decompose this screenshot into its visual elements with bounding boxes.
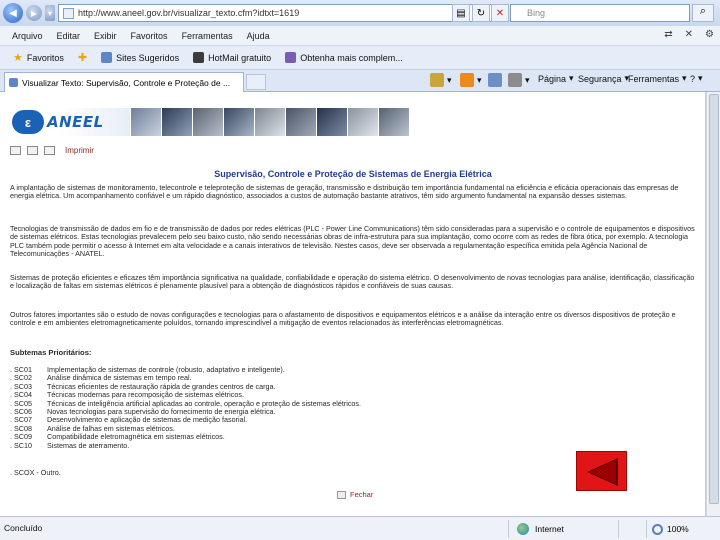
add-favorite-icon[interactable] — [73, 51, 92, 64]
forward-nav-icon[interactable]: ▶ — [26, 5, 42, 21]
banner-photo — [286, 108, 316, 136]
subtopic-text: Desenvolvimento e aplicação de sistemas de medição fasorial. — [47, 415, 248, 425]
print-button[interactable]: ▾ — [508, 73, 530, 87]
favorite-item-label: HotMail gratuito — [208, 52, 272, 63]
new-tab-button[interactable] — [246, 74, 266, 90]
home-icon — [430, 73, 444, 87]
feeds-button[interactable]: ▾ — [460, 73, 482, 87]
zoom-label: 100% — [667, 524, 689, 534]
banner-photo — [379, 108, 409, 136]
paragraph: Outros fatores importantes são o estudo de novas configurações e tecnologias para o afastamento de dispositivos e equipamentos elétricos e a análise da interação entre os diversos dispositivos de proteção e controle e em ambientes eletromagneticamente poluídos, tornando imprescindível a mitigação de eventos relacionados às interferências eletromagnéticas. — [10, 310, 676, 328]
subtopic-code: . SC06 — [10, 407, 32, 417]
banner-photo — [255, 108, 285, 136]
left-triangle-icon — [577, 452, 628, 492]
menu-file[interactable]: Arquivo — [12, 30, 43, 41]
subtopic-text: Técnicas eficientes de restauração rápida de grandes centros de carga. — [47, 381, 276, 391]
tools-menu[interactable]: Ferramentas ▾ — [628, 73, 687, 84]
banner-photo — [131, 108, 161, 136]
subtopic-code: . SC09 — [10, 432, 32, 442]
favorites-bar — [0, 46, 720, 70]
printer-icon[interactable] — [44, 146, 55, 155]
list-item — [10, 442, 361, 450]
tab-active[interactable] — [4, 72, 244, 92]
translate-icon[interactable]: ⇄ — [664, 29, 673, 40]
banner-photo — [348, 108, 378, 136]
url-text: http://www.aneel.gov.br/visualizar_texto.cfm?idtxt=1619 — [78, 8, 300, 18]
star-icon: ★ — [13, 52, 23, 64]
address-bar-row — [0, 0, 720, 26]
favorite-item-sites[interactable] — [96, 52, 184, 63]
help-icon: ? — [690, 73, 696, 84]
subtopics-heading: Subtemas Prioritários: — [10, 348, 92, 357]
tools-menu-label: Ferramentas — [628, 73, 680, 84]
menu-right-icons — [664, 29, 714, 40]
menu-view[interactable]: Exibir — [94, 30, 117, 41]
subtopic-text: Novas tecnologias para supervisão do fornecimento de energia elétrica. — [47, 407, 276, 417]
rss-icon — [460, 73, 474, 87]
close-toolbar-icon[interactable]: ✕ — [684, 29, 694, 40]
menu-favorites[interactable]: Favoritos — [130, 30, 168, 41]
page-content — [0, 92, 706, 516]
paragraph: A implantação de sistemas de monitoramento, telecontrole e teleproteção de sistemas de geração, transmissão e distribuição tem importância fundamental na eficiência e eficácia operacionais das empresas de energia elétrica. Um acompanhamento confiável e um rápido diagnóstico, associados a custos de automação bastante atrativos, têm sido argumento fundamental na expansão desses sistemas. — [10, 183, 679, 201]
email-page-icon[interactable] — [10, 146, 21, 155]
mail-icon — [488, 73, 502, 87]
banner-photo — [162, 108, 192, 136]
zone-label: Internet — [535, 524, 564, 534]
subtopic-code: . SC05 — [10, 398, 32, 408]
addons-icon — [285, 52, 296, 63]
mail-button[interactable] — [488, 73, 502, 87]
close-link[interactable] — [337, 490, 373, 499]
subtopic-code: . SC02 — [10, 373, 32, 383]
logo-mark-icon: ε — [12, 110, 44, 134]
url-input[interactable] — [58, 4, 498, 22]
tab-title: Visualizar Texto: Supervisão, Controle e Proteção de ... — [22, 77, 231, 88]
page-title: Supervisão, Controle e Proteção de Sistemas de Energia Elétrica — [214, 169, 492, 179]
safety-menu[interactable]: Segurança ▾ — [578, 73, 630, 84]
subtopic-text: Técnicas modernas para recomposição de sistemas elétricos. — [47, 390, 244, 400]
subtopic-code: . SC01 — [10, 365, 32, 374]
favorites-label: Favoritos — [26, 52, 64, 63]
menu-tools[interactable]: Ferramentas — [181, 30, 233, 41]
help-menu[interactable]: ? ▾ — [690, 73, 703, 84]
hotmail-icon — [193, 52, 204, 63]
compatibility-view-icon[interactable]: ▤ — [452, 4, 470, 22]
subtopic-text: Técnicas de inteligência artificial aplicadas ao controle, operação e proteção de sistemas elétricos. — [47, 398, 362, 408]
zoom-icon — [652, 524, 663, 535]
status-separator — [646, 520, 647, 538]
search-placeholder: Bing — [527, 8, 546, 18]
subtopics-list — [10, 366, 361, 450]
favorites-button[interactable] — [8, 51, 69, 64]
status-separator — [618, 520, 619, 538]
page-menu-label: Página — [538, 73, 567, 84]
subtopic-code: . SC04 — [10, 390, 32, 400]
subtopic-text: Análise de falhas em sistemas elétricos. — [47, 423, 175, 433]
favorite-item-hotmail[interactable] — [188, 52, 276, 63]
menu-help[interactable]: Ajuda — [246, 30, 270, 41]
vertical-scrollbar[interactable] — [706, 92, 720, 516]
sites-icon — [101, 52, 112, 63]
close-label: Fechar — [350, 490, 374, 499]
subtopic-text: Análise dinâmica de sistemas em tempo real. — [47, 373, 192, 383]
text-size-icon[interactable] — [27, 146, 38, 155]
close-window-icon — [337, 491, 346, 499]
zoom-control[interactable] — [652, 520, 716, 538]
back-nav-icon[interactable]: ◀ — [3, 3, 23, 23]
tab-bar — [0, 70, 720, 92]
other-subtopic: . SCOX - Outro. — [10, 468, 61, 477]
search-input[interactable] — [510, 4, 690, 22]
paragraph: Tecnologias de transmissão de dados em fio e de transmissão de dados por redes elétricas (PLC - Power Line Communications) têm sido consideradas para a supervisão e o controle de equipamentos e dispositivos de sistemas elétricos. Estas tecnologias prevalecem pelo seu baixo custo, não sendo necessárias obras de infra-estrutura para sua implantação, como ocorre com as redes de fibra ótica, por exemplo. A tecnologia PLC também pode permitir o acesso à Internet em alta velocidade e a canais interativos de televisão. Nestes casos, deve ser observada a regulamentação específica emitida pela Agência Nacional de Telecomunicações - ANATEL. — [10, 224, 695, 259]
banner-photo — [193, 108, 223, 136]
history-dropdown-icon[interactable]: ▾ — [45, 5, 55, 21]
print-icon — [508, 73, 522, 87]
menu-bar — [0, 26, 720, 46]
search-icon[interactable]: ⌕ — [692, 4, 714, 22]
aneel-logo — [12, 108, 130, 136]
subtopic-code: . SC10 — [10, 440, 32, 450]
back-arrow-button[interactable] — [576, 451, 627, 491]
subtopic-code: . SC07 — [10, 415, 32, 425]
banner-photo — [317, 108, 347, 136]
tab-page-icon — [9, 78, 18, 87]
banner-photo — [224, 108, 254, 136]
security-zone — [508, 520, 612, 538]
paragraph: Sistemas de proteção eficientes e eficazes têm importância significativa na qualidade, confiabilidade e operação do sistema elétrico. O desenvolvimento de novas tecnologias para análise, identificação, classificação e localização de faltas em sistemas elétricos é plenamente plausível para a obtenção de diagnósticos rápidos e confiáveis de suas causas. — [10, 273, 695, 291]
header-banner — [12, 108, 412, 136]
stop-icon[interactable]: ✕ — [491, 4, 509, 22]
subtopic-code: . SC03 — [10, 381, 32, 391]
home-button[interactable]: ▾ — [430, 73, 452, 87]
favorite-item-addons[interactable] — [280, 52, 408, 63]
page-icon — [63, 8, 74, 19]
page-tools — [10, 146, 94, 155]
subtopic-text: Sistemas de aterramento. — [47, 440, 130, 450]
status-bar — [0, 516, 720, 540]
globe-icon — [517, 523, 529, 535]
page-menu[interactable]: Página ▾ — [538, 73, 574, 84]
settings-icon[interactable]: ⚙ — [705, 29, 714, 40]
scrollbar-thumb[interactable] — [709, 94, 719, 504]
logo-text: ANEEL — [47, 113, 104, 131]
safety-menu-label: Segurança — [578, 73, 622, 84]
subtopic-text: Compatibilidade eletromagnética em sistemas elétricos. — [47, 432, 225, 442]
menu-edit[interactable]: Editar — [56, 30, 81, 41]
favorite-item-label: Sites Sugeridos — [116, 52, 180, 63]
print-link[interactable]: Imprimir — [65, 146, 94, 155]
subtopic-code: . SC08 — [10, 423, 32, 433]
favorite-item-label: Obtenha mais complem... — [300, 52, 403, 63]
star-plus-icon: ✚ — [77, 52, 88, 64]
refresh-icon[interactable]: ↻ — [472, 4, 490, 22]
subtopic-text: Implementação de sistemas de controle (robusto, adaptativo e inteligente). — [47, 365, 285, 374]
status-text: Concluído — [4, 523, 43, 533]
